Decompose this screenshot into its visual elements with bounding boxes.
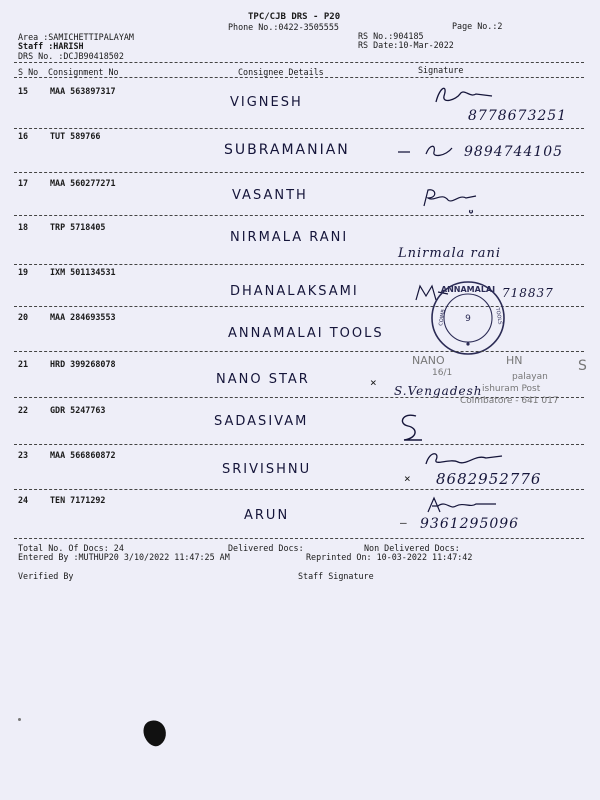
signature-text: 9361295096 bbox=[420, 516, 520, 532]
seal-right-text: TOOLS bbox=[494, 307, 503, 325]
non-delivered-docs: Non Delivered Docs: bbox=[364, 543, 460, 553]
seal-left-text: COIMB bbox=[438, 308, 447, 327]
row-divider bbox=[14, 128, 584, 129]
row-consignment: HRD 399268078 bbox=[50, 359, 116, 369]
reprinted-on: Reprinted On: 10-03-2022 11:47:42 bbox=[306, 552, 473, 562]
row-divider bbox=[14, 215, 584, 216]
row-divider bbox=[14, 444, 584, 445]
signature-scribble bbox=[396, 140, 464, 160]
seal-center-text: 9 bbox=[465, 314, 471, 324]
total-docs: Total No. Of Docs: 24 bbox=[18, 543, 124, 553]
signature-scribble bbox=[392, 410, 432, 444]
consignee-name: SADASIVAM bbox=[214, 414, 309, 429]
col-consignment: Consignment No bbox=[48, 67, 119, 77]
col-signature: Signature bbox=[418, 65, 464, 75]
row-consignment: TEN 7171292 bbox=[50, 495, 106, 505]
company-seal-stamp bbox=[428, 278, 508, 358]
ink-speck bbox=[18, 718, 21, 721]
row-sno: 20 bbox=[18, 312, 29, 322]
cross-mark: × bbox=[404, 472, 411, 485]
signature-text: S.Vengadesh bbox=[394, 384, 483, 398]
row-sno: 23 bbox=[18, 450, 29, 460]
row-divider bbox=[14, 397, 584, 398]
ink-blot bbox=[140, 717, 171, 750]
consignee-name: DHANALAKSAMI bbox=[230, 284, 359, 299]
row-consignment: GDR 5247763 bbox=[50, 405, 106, 415]
signature-scribble bbox=[430, 82, 500, 108]
signature-scribble bbox=[424, 494, 504, 516]
signature-text: 718837 bbox=[502, 286, 554, 300]
col-sno: S No bbox=[18, 67, 39, 77]
faded-stamp-line3: ishuram Post bbox=[482, 384, 541, 394]
row-divider bbox=[14, 172, 584, 173]
row-sno: 21 bbox=[18, 359, 29, 369]
consignee-name: SRIVISHNU bbox=[222, 462, 312, 477]
verified-by: Verified By bbox=[18, 571, 74, 581]
page-number: Page No.:2 bbox=[452, 21, 503, 31]
row-consignment: MAA 560277271 bbox=[50, 178, 116, 188]
row-sno: 18 bbox=[18, 222, 29, 232]
signature-text: 9894744105 bbox=[464, 144, 564, 160]
header-divider bbox=[14, 62, 584, 63]
row-sno: 16 bbox=[18, 131, 29, 141]
faded-stamp-line1b: HN bbox=[506, 354, 523, 367]
dash-mark: – bbox=[400, 516, 407, 529]
row-consignment: TRP 5718405 bbox=[50, 222, 106, 232]
phone-number: Phone No.:0422-3505555 bbox=[228, 22, 339, 32]
drs-number: DRS No. :DCJB90418502 bbox=[18, 51, 124, 61]
row-consignment: MAA 563897317 bbox=[50, 86, 116, 96]
row-divider bbox=[14, 489, 584, 490]
faded-stamp-line1: NANO bbox=[412, 354, 445, 367]
column-divider bbox=[14, 77, 584, 78]
consignee-name: SUBRAMANIAN bbox=[224, 142, 350, 158]
faded-stamp-line2b: palayan bbox=[512, 372, 548, 382]
row-sno: 22 bbox=[18, 405, 29, 415]
signature-text: 8778673251 bbox=[468, 108, 568, 124]
row-divider bbox=[14, 264, 584, 265]
staff-label: Staff :HARISH bbox=[18, 41, 84, 51]
signature-scribble bbox=[418, 186, 488, 216]
signature-scribble bbox=[420, 448, 510, 470]
consignee-name: VASANTH bbox=[232, 188, 308, 203]
rs-number: RS No.:904185 bbox=[358, 31, 424, 41]
row-sno: 15 bbox=[18, 86, 29, 96]
row-consignment: MAA 566860872 bbox=[50, 450, 116, 460]
consignee-name: NANO STAR bbox=[216, 372, 310, 387]
row-sno: 24 bbox=[18, 495, 29, 505]
seal-top-text: ANNAMALAI bbox=[440, 285, 496, 294]
row-sno: 19 bbox=[18, 267, 29, 277]
consignee-name: VIGNESH bbox=[230, 95, 303, 110]
row-sno: 17 bbox=[18, 178, 29, 188]
col-details: Consignee Details bbox=[238, 67, 324, 77]
row-consignment: MAA 284693553 bbox=[50, 312, 116, 322]
staff-signature-label: Staff Signature bbox=[298, 571, 374, 581]
row-consignment: IXM 501134531 bbox=[50, 267, 116, 277]
cross-mark: × bbox=[370, 376, 377, 389]
consignee-name: NIRMALA RANI bbox=[230, 230, 349, 245]
row-divider bbox=[14, 538, 584, 539]
consignee-name: ARUN bbox=[244, 508, 290, 523]
faded-stamp-line2: 16/1 bbox=[432, 368, 453, 378]
faded-stamp-edge: S bbox=[578, 358, 587, 374]
entered-by: Entered By :MUTHUP20 3/10/2022 11:47:25 AM bbox=[18, 552, 230, 562]
row-divider bbox=[14, 351, 584, 352]
document-title: TPC/CJB DRS - P20 bbox=[248, 12, 341, 22]
consignee-name: ANNAMALAI TOOLS bbox=[228, 326, 384, 341]
delivered-docs: Delivered Docs: bbox=[228, 543, 304, 553]
rs-date: RS Date:10-Mar-2022 bbox=[358, 40, 454, 50]
row-consignment: TUT 589766 bbox=[50, 131, 101, 141]
signature-text: Lnirmala rani bbox=[398, 246, 501, 261]
faded-stamp-line4: Coimbatore - 641 017 bbox=[460, 396, 559, 406]
signature-text: 8682952776 bbox=[436, 470, 542, 488]
area-label: Area :SAMICHETTIPALAYAM bbox=[18, 32, 134, 42]
